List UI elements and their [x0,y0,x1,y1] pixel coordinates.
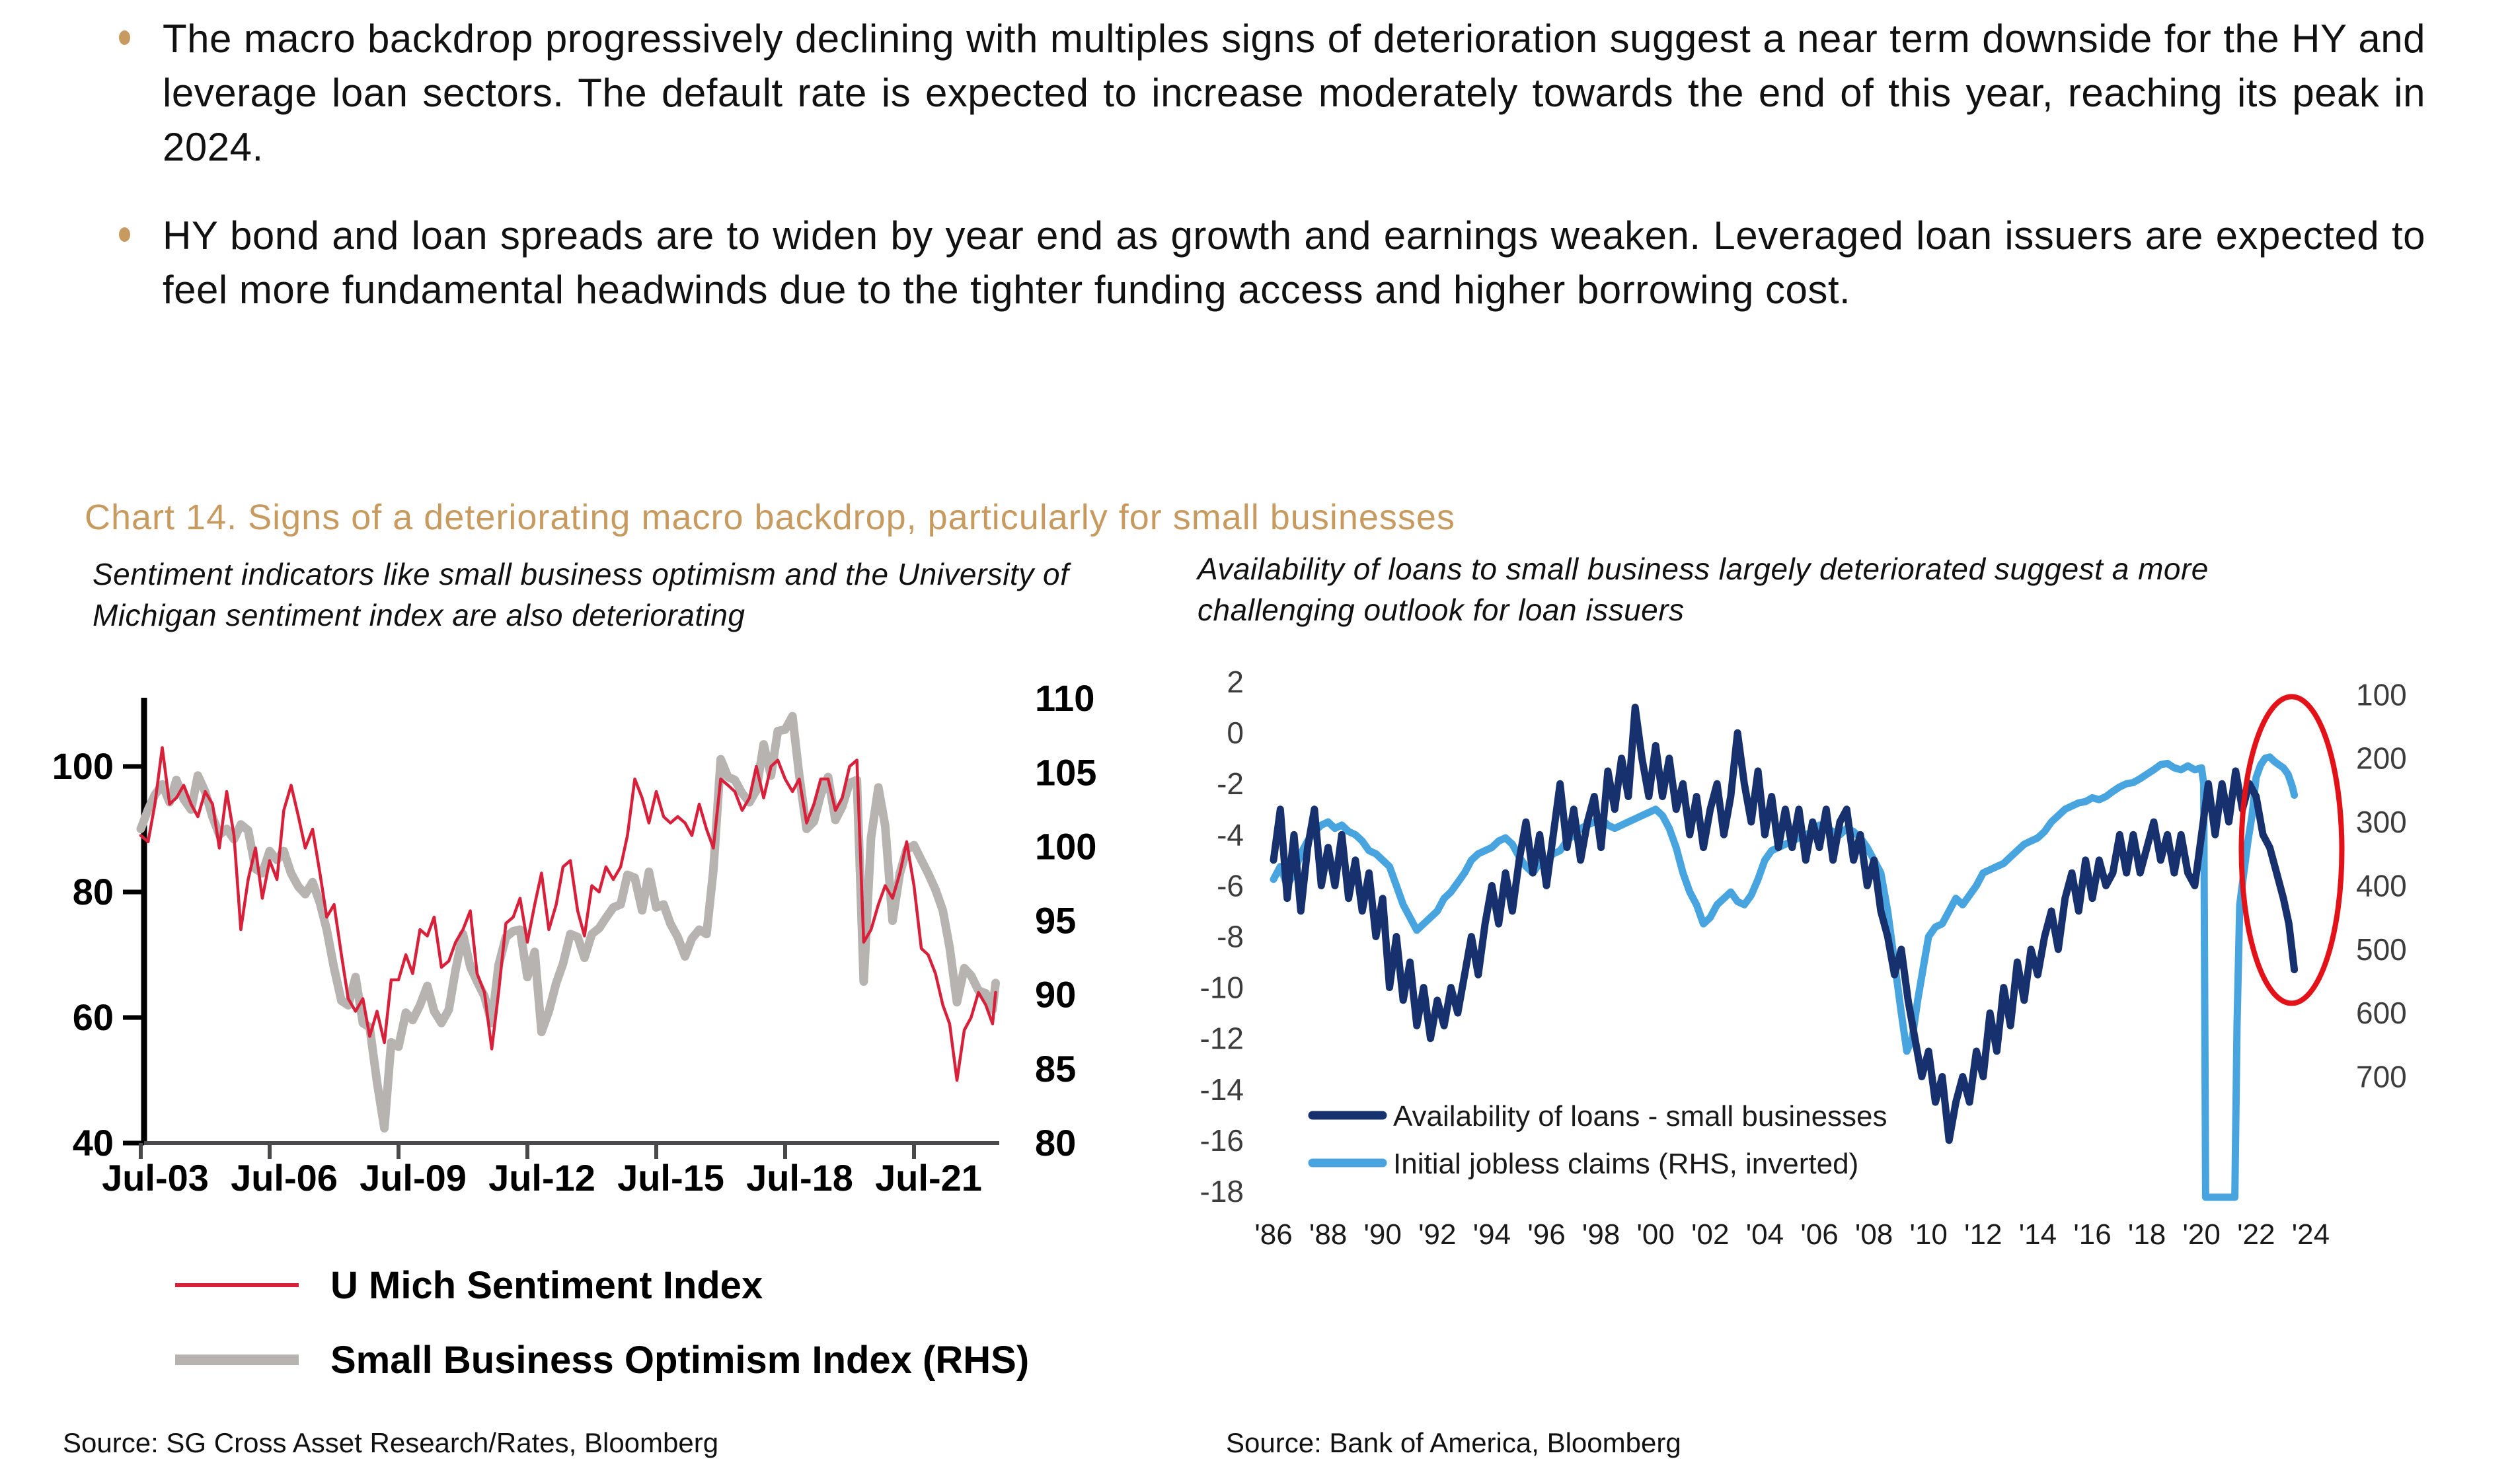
x-axis-label: '00 [1636,1218,1675,1251]
left-axis-label: -16 [1200,1123,1244,1158]
x-axis-label: '94 [1472,1218,1511,1251]
right-axis-label: 105 [1035,751,1097,794]
x-axis-label: Jul-18 [746,1157,853,1199]
right-axis-label: 200 [2356,741,2407,776]
left-axis-label: -18 [1200,1174,1244,1208]
x-axis-label: '86 [1254,1218,1293,1251]
x-axis-label: '14 [2018,1218,2057,1251]
x-axis-label: '18 [2127,1218,2166,1251]
x-axis-label: Jul-03 [102,1157,209,1199]
right-axis-label: 400 [2356,868,2407,903]
x-axis-label: '92 [1418,1218,1457,1251]
x-axis-label: '16 [2073,1218,2112,1251]
legend-label: Small Business Optimism Index (RHS) [330,1339,1030,1382]
x-axis-label: '08 [1854,1218,1893,1251]
legend-label: U Mich Sentiment Index [330,1264,763,1307]
x-axis-label: '24 [2291,1218,2330,1251]
left-axis-label: -4 [1217,817,1244,852]
x-axis-label: Jul-15 [617,1157,724,1199]
x-axis-label: '06 [1800,1218,1839,1251]
right-axis-label: 110 [1035,677,1095,720]
small-business-optimism-line [141,716,996,1129]
left-axis-label: 80 [72,871,114,912]
right-axis-label: 85 [1035,1047,1077,1090]
right-axis-label: 500 [2356,932,2407,967]
left-axis-label: -14 [1200,1072,1244,1107]
right-axis-label: 100 [1035,825,1097,868]
left-source-note: Source: SG Cross Asset Research/Rates, Bloomberg [63,1427,719,1458]
left-axis-label: -8 [1217,919,1244,954]
left-axis-label: 0 [1227,716,1244,751]
x-axis-label: '22 [2237,1218,2275,1251]
right-axis-label: 90 [1035,973,1077,1016]
bullet-list [119,12,2425,352]
right-chart-subtitle: Availability of loans to small business largely deteriorated suggest a more challenging outlook for loan issuers [1198,552,2209,627]
x-axis-label: Jul-21 [875,1157,982,1199]
x-axis-label: '96 [1527,1218,1566,1251]
x-axis-label: Jul-09 [360,1157,467,1199]
right-axis-label: 300 [2356,805,2407,840]
bullet-item [119,209,2425,317]
x-axis-label: '04 [1745,1218,1784,1251]
chart-section-title: Chart 14. Signs of a deteriorating macro backdrop, particularly for small businesses [85,498,1455,537]
right-axis-label: 95 [1035,899,1077,942]
bullet-item [119,12,2425,174]
x-axis-label: '98 [1581,1218,1620,1251]
left-axis-label: -12 [1200,1021,1244,1056]
x-axis-label: '02 [1691,1218,1730,1251]
left-axis-label: 100 [52,745,114,787]
right-axis-label: 100 [2356,677,2407,712]
bullet-text: HY bond and loan spreads are to widen by year end as growth and earnings weaken. Leveraged loan issuers are expected to feel more fundamental headwinds due to the tighter funding access and higher borrowing cost. [163,213,2425,312]
bullet-icon [119,209,163,317]
right-source-note: Source: Bank of America, Bloomberg [1226,1427,1681,1458]
x-axis-label: '20 [2182,1218,2221,1251]
left-axis-label: -2 [1217,766,1244,801]
bullet-text: The macro backdrop progressively declining with multiples signs of deterioration suggest a near term downside for the HY and leverage loan sectors. The default rate is expected to increase moderately towards the end of this year, reaching its peak in 2024. [163,17,2425,169]
x-axis-label: '90 [1363,1218,1402,1251]
left-axis-label: -6 [1217,868,1244,903]
x-axis-label: '10 [1909,1218,1948,1251]
sentiment-line-chart [40,677,1110,1421]
x-axis-label: '12 [1964,1218,2002,1251]
legend-label: Availability of loans - small businesses [1393,1100,1887,1132]
legend-label: Initial jobless claims (RHS, inverted) [1393,1148,1859,1180]
right-axis-label: 700 [2356,1059,2407,1094]
left-axis-label: -10 [1200,970,1244,1005]
x-axis-label: Jul-06 [231,1157,338,1199]
left-axis-label: 2 [1227,665,1244,699]
left-axis-label: 60 [72,996,114,1038]
right-axis-label: 80 [1035,1122,1077,1164]
x-axis-label: '88 [1309,1218,1348,1251]
left-chart-subtitle: Sentiment indicators like small business optimism and the University of Michigan sentiment index are also deteriorating [93,557,1069,632]
x-axis-label: Jul-12 [488,1157,595,1199]
bullet-icon [119,12,163,174]
loans-claims-line-chart [1183,654,2452,1269]
left-axis-label: 40 [72,1122,114,1164]
right-axis-label: 600 [2356,996,2407,1031]
